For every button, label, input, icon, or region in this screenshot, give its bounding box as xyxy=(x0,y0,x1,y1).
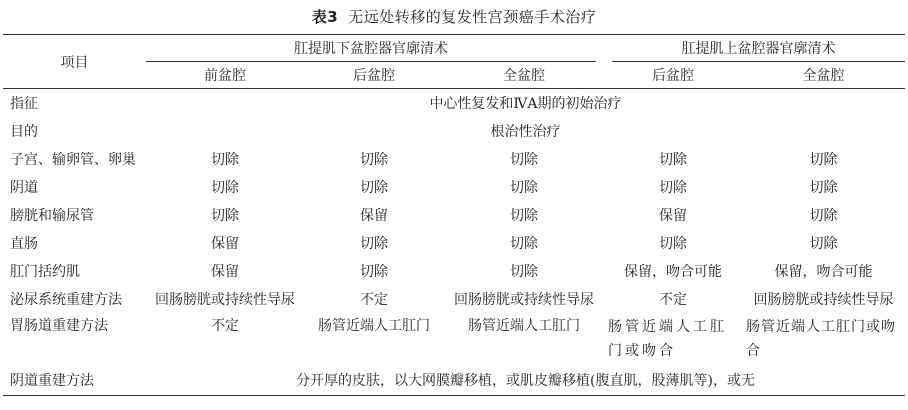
table-cell: 肠管近端人工肛门或吻合 xyxy=(608,319,727,359)
table-row xyxy=(3,201,905,229)
header-group-above: 肛提肌上盆腔器官廓清术 xyxy=(604,35,905,62)
table-cell: 保留 xyxy=(360,208,388,224)
header-sub: 后盆腔 xyxy=(353,68,395,84)
table-row xyxy=(3,117,905,145)
row-label: 子宫、输卵管、卵巢 xyxy=(10,152,136,168)
table-cell: 切除 xyxy=(659,180,687,196)
table-cell: 切除 xyxy=(659,236,687,252)
table-row xyxy=(3,313,905,365)
table-cell: 切除 xyxy=(809,208,838,224)
table-cell: 保留，吻合可能 xyxy=(624,264,722,280)
table-row xyxy=(3,89,905,117)
table-cell: 切除 xyxy=(659,152,687,168)
table-cell: 保留 xyxy=(211,264,239,280)
table-cell: 切除 xyxy=(809,236,838,252)
row-label: 阴道重建方法 xyxy=(10,373,94,389)
table-cell: 切除 xyxy=(360,152,388,168)
table-cell: 切除 xyxy=(510,236,538,252)
row-label: 泌尿系统重建方法 xyxy=(10,292,122,308)
table-cell: 切除 xyxy=(211,208,239,224)
header-sub: 后盆腔 xyxy=(652,68,694,84)
table-row xyxy=(3,365,905,396)
table-cell: 切除 xyxy=(510,208,538,224)
row-label: 指征 xyxy=(10,96,38,112)
table-number: 表3 xyxy=(311,8,339,26)
table-cell: 切除 xyxy=(510,152,538,168)
table-cell: 切除 xyxy=(360,180,388,196)
table-cell: 切除 xyxy=(360,236,388,252)
table-cell: 切除 xyxy=(510,180,538,196)
table-row xyxy=(3,173,905,201)
span-cell: 根治性治疗 xyxy=(490,124,561,140)
table-cell: 回肠膀胱或持续性导尿 xyxy=(155,292,295,308)
span-cell: 中心性复发和ⅣA期的初始治疗 xyxy=(429,96,622,112)
row-label: 目的 xyxy=(10,124,38,140)
row-label: 膀胱和输尿管 xyxy=(10,208,94,224)
table-cell: 切除 xyxy=(360,264,388,280)
header-item: 项目 xyxy=(60,54,89,71)
row-label: 阴道 xyxy=(10,180,38,196)
table-cell: 回肠膀胱或持续性导尿 xyxy=(454,292,594,308)
table-cell: 保留 xyxy=(211,236,239,252)
row-label: 胃肠道重建方法 xyxy=(10,318,108,334)
table-row xyxy=(3,229,905,257)
header-sub: 全盆腔 xyxy=(802,68,845,84)
table-caption xyxy=(0,6,908,27)
table-cell: 不定 xyxy=(360,292,388,308)
table-cell: 肠管近端人工肛门 xyxy=(318,318,430,334)
table-row xyxy=(3,145,905,173)
table-cell: 切除 xyxy=(809,180,838,196)
table-cell: 回肠膀胱或持续性导尿 xyxy=(753,292,894,308)
span-cell: 分开厚的皮肤，以大网膜瓣移植，或肌皮瓣移植(腹直肌，股薄肌等)，或无 xyxy=(296,373,755,389)
row-label: 直肠 xyxy=(10,236,38,252)
header-group-below: 肛提肌下盆腔器官廓清术 xyxy=(146,35,604,62)
table-cell: 切除 xyxy=(510,264,538,280)
row-label: 肛门括约肌 xyxy=(10,264,80,280)
header-sub: 前盆腔 xyxy=(204,68,246,84)
header-row-1 xyxy=(3,35,905,62)
table-cell: 切除 xyxy=(211,180,239,196)
table-row xyxy=(3,257,905,285)
surgery-table xyxy=(3,34,905,396)
table-title: 无远处转移的复发性宫颈癌手术治疗 xyxy=(348,8,597,26)
table-cell: 肠管近端人工肛门或吻合 xyxy=(746,319,896,359)
table-cell: 保留，吻合可能 xyxy=(774,264,873,280)
table-cell: 不定 xyxy=(211,318,239,334)
header-sub: 全盆腔 xyxy=(503,68,545,84)
bottom-rule xyxy=(3,396,905,397)
table-cell: 保留 xyxy=(659,208,687,224)
table-cell: 切除 xyxy=(809,152,838,168)
table-cell: 肠管近端人工肛门 xyxy=(468,318,580,334)
table-row xyxy=(3,285,905,313)
table-cell: 不定 xyxy=(659,292,687,308)
table-cell: 切除 xyxy=(211,152,239,168)
